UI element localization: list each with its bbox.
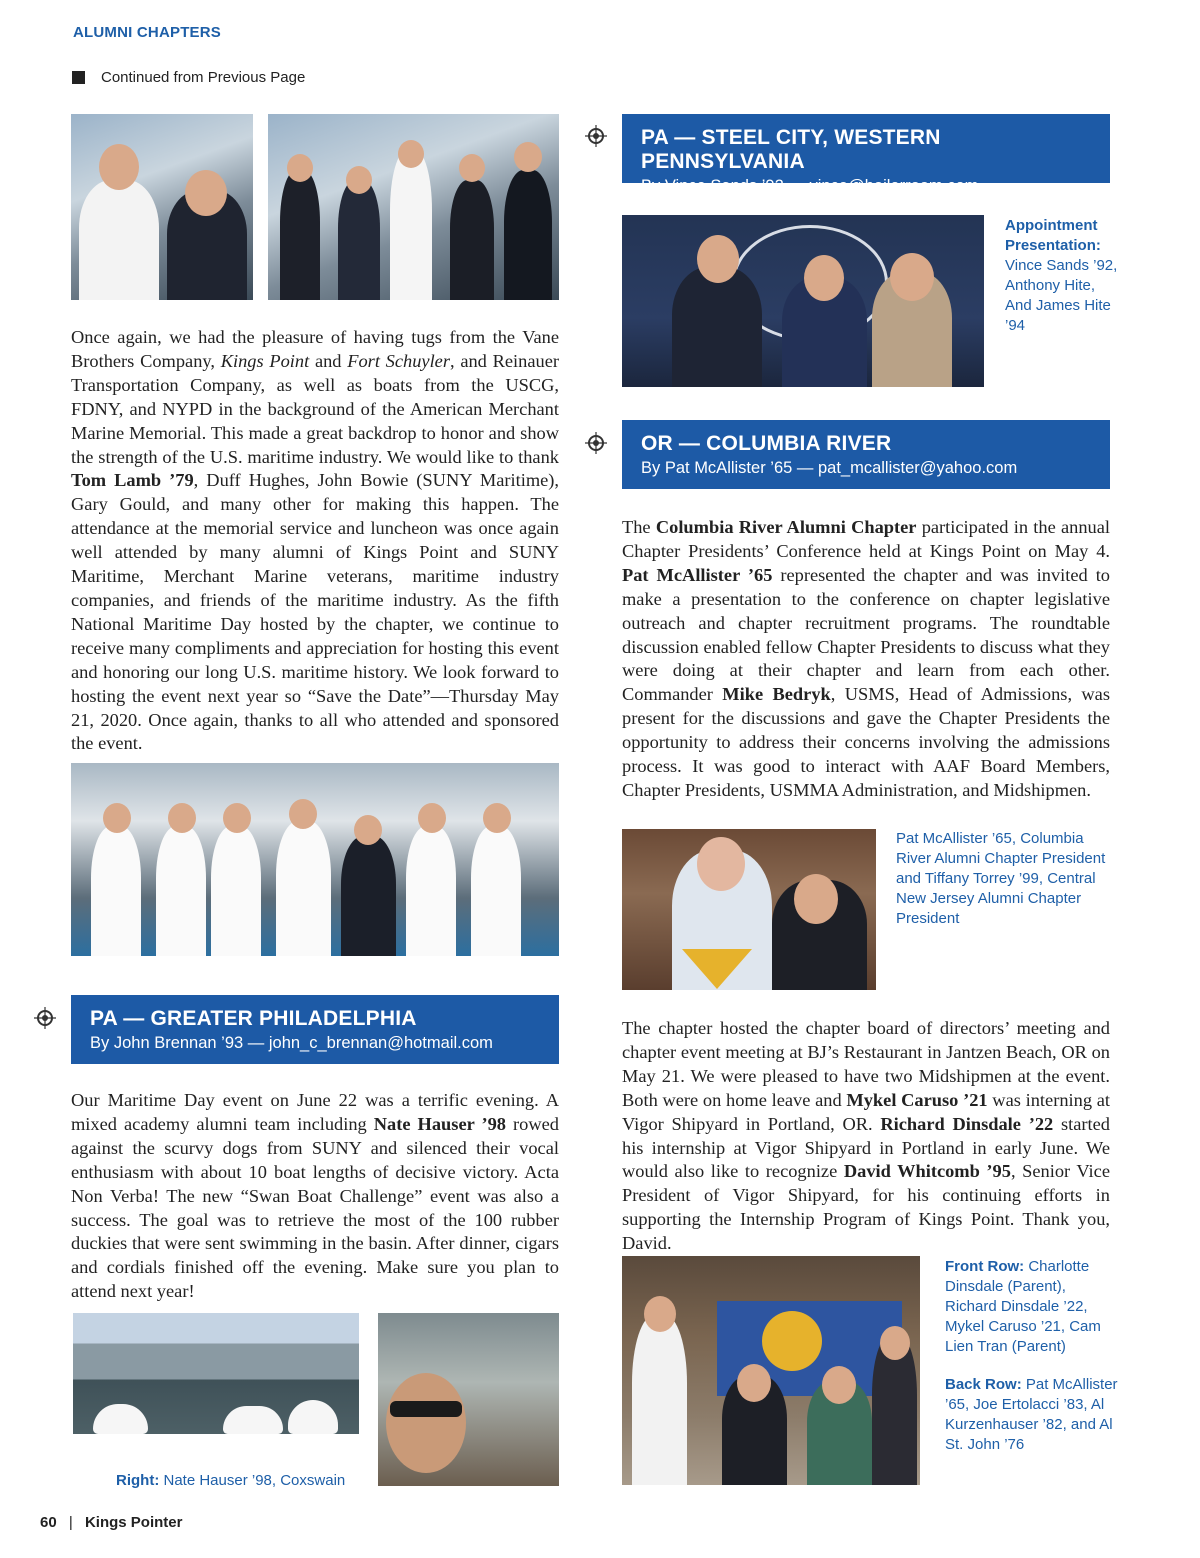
steel-city-byline: By Vince Sands ’92 — vince@boilerroom.com (641, 177, 979, 195)
text-run: Our Maritime Day event on June 22 was a terrific evening. A mixed academy alumni team including (71, 1090, 559, 1134)
photo-columbia-group (622, 1256, 920, 1485)
steel-city-title: PA — STEEL CITY, WESTERN PENNSYLVANIA (641, 126, 941, 173)
footer-separator: | (68, 1514, 73, 1531)
philadelphia-banner (71, 995, 559, 1064)
steel-city-banner (622, 114, 1110, 195)
philadelphia-title: PA — GREATER PHILADELPHIA (90, 1007, 417, 1030)
text-run: and (309, 350, 348, 371)
philadelphia-byline: By John Brennan ’93 — john_c_brennan@hotmail.com (90, 1034, 493, 1052)
photo-swan-boats (73, 1313, 359, 1434)
front-row-text: Charlotte Dinsdale (Parent), Richard Dinsdale ’22, Mykel Caruso ’21, Cam Lien Tran (Parent) (945, 1258, 1101, 1355)
continued-text: Continued from Previous Page (101, 69, 306, 86)
columbia-paragraph-2 (622, 1017, 1110, 1256)
back-row-label: Back Row: (945, 1376, 1022, 1393)
text-run: Once again, we had the pleasure of having tugs from the Vane Brothers Company, (71, 327, 559, 371)
bold-run: Pat McAllister ’65 (622, 564, 773, 585)
bold-run: Richard Dinsdale ’22 (880, 1113, 1054, 1134)
text-run: was interning at Vigor Shipyard in Portland, OR. (622, 1089, 1111, 1134)
page-footer (40, 1514, 182, 1531)
text-run: rowed against the scurvy dogs from SUNY and silenced their vocal enthusiasm with about 10 boat lengths of decisive victory. Acta Non Verba! The new “Swan Boat Challenge” event was also a success. The goal was to retrieve the most of the 100 rubber duckies that were sent swimming in the basin. After dinner, cigars and cordials finished off the evening. Make sure you plan to attend next year! (71, 1113, 559, 1302)
photo-appointment-presentation (622, 215, 984, 387)
publication-name: Kings Pointer (84, 1514, 183, 1531)
bold-run: Mykel Caruso ’21 (846, 1089, 988, 1110)
caption-text: Nate Hauser ’98, Coxswain (159, 1472, 346, 1489)
columbia-river-banner (622, 420, 1110, 489)
text-run: , USMS, Head of Admissions, was present for the discussions and gave the Chapter Presidents the opportunity to address their concerns involving the admissions process. It was good to interact with AAF Board Members, Chapter Presidents, USMMA Administration, and Midshipmen. (622, 684, 1110, 800)
columbia-river-byline: By Pat McAllister ’65 — pat_mcallister@yahoo.com (641, 459, 1018, 477)
text-run: participated in the annual Chapter Presidents’ Conference held at Kings Point on May 4. (622, 517, 1110, 561)
columbia-paragraph-1 (622, 516, 1110, 803)
photo-mcallister-torrey (622, 829, 876, 990)
compass-icon (585, 432, 607, 454)
columbia-river-title: OR — COLUMBIA RIVER (641, 432, 892, 455)
front-row-label: Front Row: (945, 1258, 1025, 1275)
maritime-day-paragraph (71, 326, 559, 756)
compass-icon (585, 125, 607, 147)
caption-label: Appointment Presentation: (1005, 217, 1101, 254)
back-row-text: Pat McAllister ’65, Joe Ertolacci ’83, Al Kurzenhauser ’82, and Al St. John ’76 (945, 1376, 1118, 1453)
philadelphia-caption (116, 1471, 345, 1491)
caption-text: Vince Sands ’92, Anthony Hite, And James Hite ’94 (1005, 257, 1118, 334)
text-run: represented the chapter and was invited to make a presentation to the conference on chapter legislative outreach and chapter recruitment programs. The roundtable discussion enabled fellow Chapter Presidents to discuss what they were doing at their chapter and learn from each other. Commander (622, 564, 1110, 705)
italic-run: Kings Point (220, 350, 310, 371)
text-run: , Duff Hughes, John Bowie (SUNY Maritime), Gary Gould, and many other for making this happen. The attendance at the memorial service and luncheon was once again well attended by many alumni of Kings Point and SUNY Maritime, Merchant Marine veterans, maritime industry companies, and friends of the maritime industry. As the fifth National Maritime Day hosted by the chapter, we continue to receive many compliments and appreciation for hosting this event and honoring our long U.S. maritime history. We look forward to hosting the event next year so “Save the Date”—Thursday May 21, 2020. Once again, thanks to all who attended and sponsored the event. (71, 470, 560, 754)
columbia-group-caption (945, 1257, 1120, 1455)
appointment-caption (1005, 216, 1120, 336)
page-number: 60 (40, 1514, 57, 1531)
philadelphia-paragraph (71, 1089, 559, 1304)
italic-run: Fort Schuyler (347, 350, 450, 371)
text-run: started his internship at Vigor Shipyard in Portland in early June. We would also like to recognize (622, 1113, 1110, 1182)
square-bullet-icon (72, 71, 85, 84)
bold-run: Tom Lamb ’79 (71, 470, 194, 491)
caption-label: Right: (116, 1472, 160, 1489)
photo-officers-1 (71, 114, 253, 300)
section-label: ALUMNI CHAPTERS (73, 24, 221, 41)
bold-run: David Whitcomb ’95 (843, 1161, 1011, 1182)
bold-run: Mike Bedryk (722, 684, 831, 705)
text-run: The chapter hosted the chapter board of directors’ meeting and chapter event meeting at BJ’s Restaurant in Jantzen Beach, OR on May 21. We were pleased to have two Midshipmen at the event. Both were on home leave and (622, 1018, 1110, 1110)
text-run: , and Reinauer Transportation Company, as well as boats from the USCG, FDNY, and NYPD in the background of the American Merchant Marine Memorial. This made a great backdrop to honor and show the strength of the U.S. maritime industry. We would like to thank (71, 350, 559, 467)
mcallister-caption: Pat McAllister ’65, Columbia River Alumni Chapter President and Tiffany Torrey ’99, Central New Jersey Alumni Chapter President (896, 830, 1106, 927)
text-run: , Senior Vice President of Vigor Shipyard, for his continuing efforts in supporting the Internship Program of Kings Point. Thank you, David. (622, 1161, 1110, 1254)
photo-midshipmen-group (71, 763, 559, 956)
bold-run: Columbia River Alumni Chapter (655, 517, 917, 537)
continued-note (72, 69, 305, 86)
text-run: The (622, 517, 656, 537)
bold-run: Nate Hauser ’98 (373, 1113, 506, 1134)
photo-coxswain-selfie (378, 1313, 559, 1486)
compass-icon (34, 1007, 56, 1029)
photo-officers-2 (268, 114, 559, 300)
